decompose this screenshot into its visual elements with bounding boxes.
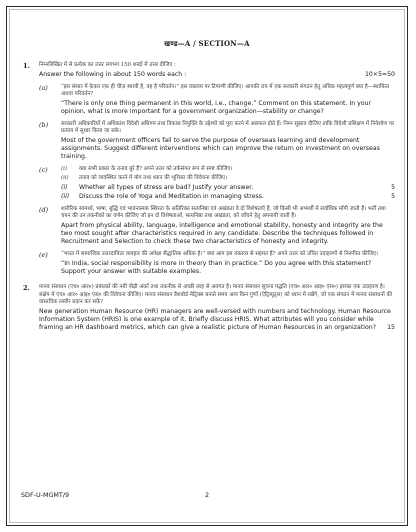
q1d: [39, 206, 395, 246]
exam-page: [6, 6, 408, 526]
q1c-i-english-text: Whether all types of stress are bad? Justify your answer.: [79, 184, 254, 192]
q1c: [39, 166, 395, 201]
q2-english-text: New generation Human Resource (HR) managers are well-versed with numbers and technology. Human Resource Information System (HRIS) is one example of it. Briefly discuss HRIS. What attributes will you consider while framing an HR dashboard metrics, which can give a realistic picture of Human Resources in an organization?: [39, 308, 391, 331]
q1d-hindi: शारीरिक सामर्थ्य, भाषा, बुद्धि एवं भावनात्मक स्थिरता के अतिरिक्त सत्यनिष्ठा एवं अखंडता वे दो विशेषताएँ हैं, जो किसी भी अभ्यर्थी में सर्वाधिक माँगी जाती हैं। भर्ती तथा चयन की उन तकनीकों का वर्णन कीजिए जो इन दो विशेषताओं, सत्यनिष्ठा तथा अखंडता, को जाँचने हेतु अपनायी जाती हैं।: [61, 205, 386, 219]
q1c-i-hindi-text: क्या सभी प्रकार के तनाव बुरे हैं? अपने उत्तर को तर्कसंगत रूप से स्पष्ट कीजिए।: [79, 165, 233, 172]
question-number: 1.: [23, 62, 30, 70]
q1a: [39, 84, 395, 116]
q1c-i-marks: 5: [391, 184, 395, 192]
page-number: 2: [205, 491, 210, 499]
question-content: [23, 62, 395, 331]
sub-label: (e): [39, 250, 48, 259]
q1c-ii-english-text: Discuss the role of Yoga and Meditation in managing stress.: [79, 193, 264, 200]
question-1: [23, 62, 395, 275]
sub-label: (c): [39, 165, 48, 174]
section-title: खण्ड—A / SECTION—A: [164, 39, 250, 48]
q1e: [39, 251, 395, 276]
q1b-hindi: सरकारी अधिकारियों में अधिकांश विदेशी अधिगम तथा विकास नियुक्ति के उद्देश्यों को पूरा करने में असफल होते हैं। निम्न सुझाव दीजिए ताकि विदेशी प्रशिक्षण में निवेशोण पर प्रत्याय में सुधार किया जा सके।: [61, 121, 395, 135]
q1b: [39, 121, 395, 161]
q1-marks: 10×5=50: [364, 71, 395, 79]
subsub-label: (ii): [61, 175, 69, 181]
q1c-ii-hindi: [61, 175, 395, 182]
q1e-english: “In India, social responsibility is more in theory than in practice.” Do you agree with this statement? Support your answer with suitable examples.: [61, 259, 372, 275]
q1-instruction-text: Answer the following in about 150 words each :: [39, 71, 187, 79]
question-2: [23, 284, 395, 331]
q1a-hindi: “इस संसार में केवल एक ही चीज़ स्थायी है, वह है परिवर्तन।” इस वक्तव्य पर टिप्पणी कीजिए। आपकी राय में एक सरकारी संगठन हेतु अधिक महत्वपूर्ण क्या है—स्थायित्व अथवा परिवर्तन?: [61, 84, 389, 98]
q1-instruction-hindi: निम्नलिखित में से प्रत्येक का उत्तर लगभग 150 शब्दों में उत्तर दीजिए :: [39, 62, 176, 68]
subsub-label: (ii): [61, 193, 70, 200]
q1-instruction-english: [39, 71, 395, 79]
q1e-hindi: “भारत में सामाजिक उत्तरदायित्व व्यवहार की अपेक्षा सैद्धांतिक अधिक है।” क्या आप इस वक्तव्य से सहमत हैं? अपने उत्तर को उचित उदाहरणों से निरूपित कीजिए।: [61, 250, 378, 257]
q2-marks: 15: [387, 323, 395, 331]
q1c-i-english: [61, 184, 395, 192]
paper-code: SDF-U-MGMT/9: [21, 491, 70, 499]
q1d-english: Apart from physical ability, language, intelligence and emotional stability, honesty and integrity are the two most sought after characteristics required in any candidate. Describe the techniques followed in Recruitment and Selection to check these two characteristics of honesty and integrity.: [61, 222, 383, 245]
q1a-english: “There is only one thing permanent in this world, i.e., change.” Comment on this statement. In your opinion, what is more important for a government organization—stability or change?: [61, 100, 372, 116]
sub-label: (d): [39, 205, 49, 214]
q1c-ii-hindi-text: तनाव को व्यवस्थित करने में योग तथा ध्यान की भूमिका की विवेचना कीजिए।: [79, 175, 228, 181]
sub-label: (b): [39, 121, 49, 129]
q2-hindi: मानव संसाधन (एच० आर०) प्रबंधकों की नयी पीढ़ी अंकों तथा तकनीक से अच्छी तरह से अवगत है। मानव संसाधन सूचना पद्धति (एच० आर० आइ० एस०) इसका एक उदाहरण है। संक्षेप में एच० आर० आइ० एस० की विवेचना कीजिए। मानव संसाधन डैशबोर्ड मेट्रिक्स बनाते समय आप किन गुणों (ऐट्रिब्यूट्स) को ध्यान में रखेंगे, जो एक संगठन में मानव संसाधनों की वास्तविक तस्वीर प्रदान कर सकें?: [39, 284, 392, 305]
subsub-label: (i): [61, 184, 68, 192]
q1c-i-hindi: [61, 166, 395, 173]
subsub-label: (i): [61, 165, 67, 172]
question-number: 2.: [23, 284, 30, 293]
q1b-english: Most of the government officers fail to serve the purpose of overseas learning and development assignments. Suggest different interventions which can improve the return on investment on overseas training.: [61, 137, 380, 160]
q1c-ii-english: [61, 193, 395, 201]
q2-english: [39, 308, 395, 331]
q1c-ii-marks: 5: [391, 193, 395, 200]
sub-label: (a): [39, 84, 48, 92]
